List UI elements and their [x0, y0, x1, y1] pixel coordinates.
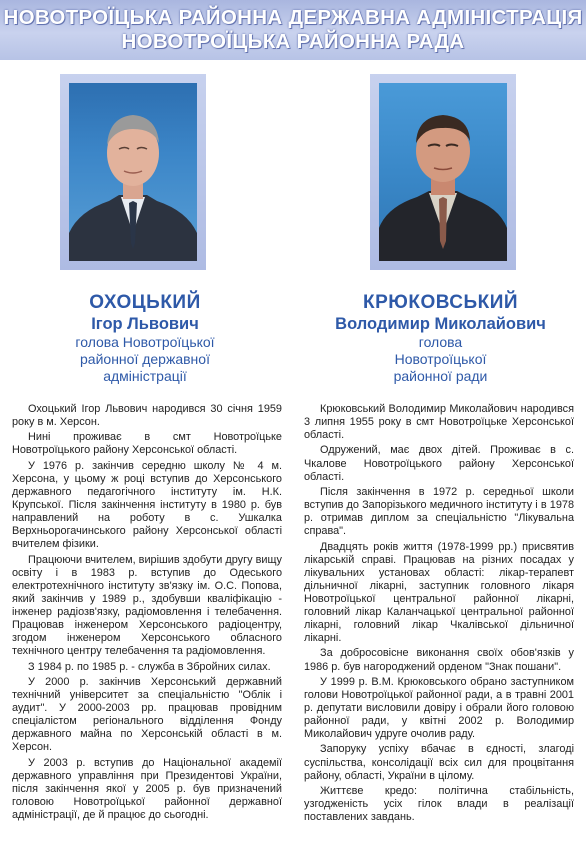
bio-paragraph: Життєве кредо: політична стабільність, узгодженість усіх гілок влади в реалізації поставлених завдань. — [304, 784, 574, 824]
role-left-line1: голова Новотроїцької — [75, 334, 215, 350]
bio-paragraph: Крюковський Володимир Миколайович народився 3 липня 1955 року в смт Новотроїцьке Херсонської області. — [304, 403, 574, 442]
bio-paragraph: Працюючи вчителем, вирішив здобути другу вищу освіту і в 1983 р. вступив до Одеського електротехнічного інституту зв'язку ім. О.С. Попова, який закінчив у 1989 р., здобувши кваліфікацію - інженер радіозв'язку, радіомовлення і телебачення. Працював інженером Херсонського радіоцентру, згодом інженером Херсонського обласного технічного центру телебачення та радіомовлення. — [12, 553, 282, 658]
bio-paragraph: У 2003 р. вступив до Національної академії державного управління при Президентові України, після закінчення якої у 2005 р. був призначений головою Новотроїцької районної державної адміністрації, де й працює до сьогодні. — [12, 756, 282, 821]
bio-paragraph: У 1999 р. В.М. Крюковського обрано заступником голови Новотроїцької районної ради, а в травні 2001 р. депутати висловили довіру і обрали його головою районної ради, у квітні 2002 р. Володимир Миколайович удруге очолив раду. — [304, 675, 574, 741]
role-right-line1: голова — [418, 334, 463, 350]
portrait-photo-right — [379, 83, 507, 261]
person-heading-left — [0, 292, 290, 385]
bio-paragraph: Після закінчення в 1972 р. середньої школи вступив до Запорізького медичного інституту і в 1978 р. отримав диплом за спеціальністю "Лікувальна справа". — [304, 485, 574, 538]
given-name-left: Ігор Львович — [91, 315, 199, 333]
role-left-line2: районної державної — [80, 351, 210, 367]
portrait-photo-left — [69, 83, 197, 261]
bio-paragraph: Запоруку успіху вбачає в єдності, злагоді суспільства, консолідації всіх сил для процвітання району, області, України в цілому. — [304, 743, 574, 782]
bio-paragraph: У 1976 р. закінчив середню школу № 4 м. Херсона, у цьому ж році вступив до Херсонського державного педагогічного інституту ім. Н.К. Крупської. Після закінчення інституту в 1980 р. був направлений на роботу в с. Ушкалка Верхньорогачинського району Херсонської області вчителем фізики. — [12, 459, 282, 551]
bio-paragraph: Двадцять років життя (1978-1999 рр.) присвятив лікарській справі. Працював на різних посадах у лікувальних установах області: лікар-терапевт дільничної лікарні, заступник головного лікаря Новотроїцької центральної районної лікарні, головний лікар Каланчацької центральної районної лікарні, головний лікар Чкалівської дільничної лікарні. — [304, 540, 574, 645]
role-right-line3: районної ради — [393, 368, 488, 384]
bio-paragraph: За добросовісне виконання своїх обов'язків у 1986 р. був нагороджений орденом "Знак пошани". — [304, 647, 574, 673]
portrait-frame-left — [60, 74, 206, 270]
surname-right: КРЮКОВСЬКИЙ — [362, 292, 519, 313]
portrait-figure-right — [379, 83, 507, 261]
bio-paragraph: З 1984 р. по 1985 р. - служба в Збройних силах. — [28, 660, 271, 673]
person-heading-right — [295, 292, 586, 385]
portrait-figure-left — [69, 83, 197, 261]
header-title-line1: НОВОТРОЇЦЬКА РАЙОННА ДЕРЖАВНА АДМІНІСТРАЦІЯ — [3, 6, 583, 29]
header-banner — [0, 0, 586, 60]
bio-paragraph: У 2000 р. закінчив Херсонський державний технічний університет за спеціальністю "Облік і аудит". У 2000-2003 рр. працював провідним спеціалістом регіонального відділення Фонду державного майна по Херсонській області в м. Херсон. — [12, 675, 282, 754]
biography-left — [12, 403, 282, 824]
surname-left: ОХОЦЬКИЙ — [89, 292, 201, 313]
header-title-line2: НОВОТРОЇЦЬКА РАЙОННА РАДА — [121, 30, 465, 53]
role-left-line3: адміністрації — [103, 368, 187, 384]
bio-paragraph: Нині проживає в смт Новотроїцьке Новотроїцького району Херсонської області. — [12, 431, 282, 457]
given-name-right: Володимир Миколайович — [335, 315, 546, 333]
role-right-line2: Новотроїцької — [394, 351, 487, 367]
bio-paragraph: Одружений, має двох дітей. Проживає в с. Чкалове Новотроїцького району Херсонської області. — [304, 444, 574, 483]
portrait-frame-right — [370, 74, 516, 270]
biography-right — [304, 403, 574, 826]
bio-paragraph: Охоцький Ігор Львович народився 30 січня 1959 року в м. Херсон. — [12, 403, 282, 429]
